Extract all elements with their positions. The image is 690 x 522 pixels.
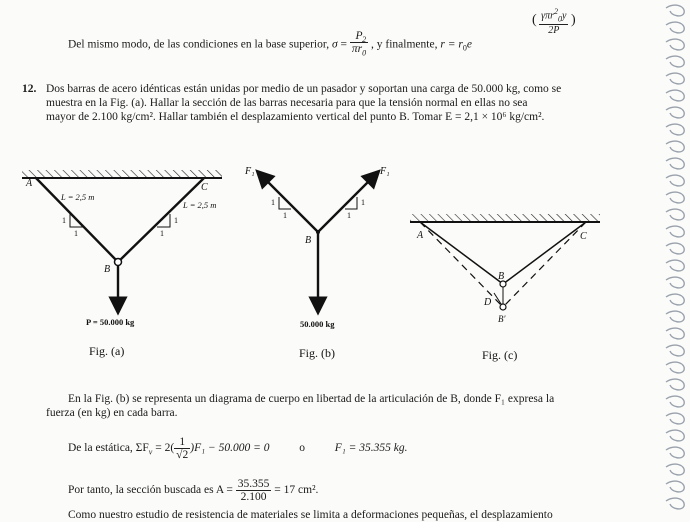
- figure-b: [244, 166, 390, 329]
- problem-number: 12.: [22, 83, 37, 95]
- section-lead: Por tanto, la sección buscada es A =: [68, 484, 233, 497]
- spiral-ring: [666, 226, 684, 237]
- exp-num-sup: 2: [554, 7, 559, 16]
- spiral-ring: [666, 243, 684, 254]
- spiral-ring: [666, 192, 684, 203]
- fig-c-label-d: D: [484, 297, 492, 308]
- spiral-ring: [666, 107, 684, 118]
- fig-c-caption: Fig. (c): [482, 348, 518, 362]
- fig-b-slope-label-2: 1: [283, 211, 287, 220]
- spiral-ring: [666, 124, 684, 135]
- spiral-ring: [666, 447, 684, 458]
- spiral-ring: [666, 5, 684, 16]
- exp-num-tail: y: [562, 10, 567, 22]
- fig-a-slope-label-1: 1: [62, 216, 66, 225]
- spiral-ring: [666, 328, 684, 339]
- fig-b-label-f-right: F₁: [380, 166, 390, 177]
- fig-b-load-label: 50.000 kg: [300, 319, 335, 329]
- statics-equation: [68, 436, 408, 461]
- fig-b-caption: Fig. (b): [299, 346, 335, 360]
- fig-c-label-bp: B': [498, 314, 506, 324]
- spiral-ring: [666, 294, 684, 305]
- spiral-ring: [666, 379, 684, 390]
- intro-line: [68, 30, 472, 59]
- section-fraction: [236, 478, 272, 503]
- fig-a-slope-label-3: 1: [174, 216, 178, 225]
- fig-a-label-c: C: [201, 182, 208, 193]
- section-frac-den: 2.100: [240, 491, 267, 503]
- fig-a-length-right: L = 2,5 m: [183, 200, 217, 210]
- fig-a-label-a: A: [26, 178, 33, 189]
- statics-lead: De la estática, ΣF: [68, 442, 149, 455]
- section-frac-num: 35.355: [237, 478, 270, 490]
- fraction-numerator: P: [350, 30, 368, 43]
- spiral-ring: [666, 311, 684, 322]
- statics-or: o: [299, 442, 305, 455]
- spiral-ring: [666, 498, 684, 509]
- figure-c: [410, 214, 600, 324]
- fig-a-ceiling-hatch: [22, 170, 222, 178]
- solution-partial-line: Como nuestro estudio de resistencia de materiales se limita a deformaciones pequeñas, el desplazamiento: [68, 509, 553, 521]
- stress-fraction: [350, 30, 368, 59]
- fig-b-force-right: [318, 176, 374, 232]
- spiral-ring: [666, 22, 684, 33]
- exp-num-base: γπr: [541, 10, 555, 22]
- problem-line-3: mayor de 2.100 kg/cm². Hallar también el desplazamiento vertical del punto B. Tomar E = 2,1 × 10⁶ kg/cm².: [46, 111, 545, 123]
- fig-c-pin-bp: [500, 304, 506, 310]
- figures-panel: [0, 150, 660, 365]
- fig-a-bar-ab: [36, 178, 118, 262]
- fig-a-caption: Fig. (a): [89, 344, 125, 358]
- spiral-ring: [666, 209, 684, 220]
- intro-text: Del mismo modo, de las condiciones en la base superior,: [68, 38, 330, 51]
- spiral-ring: [666, 39, 684, 50]
- problem-line-1: Dos barras de acero idénticas están unidas por medio de un pasador y soportan una carga de 50.000 kg, como se: [46, 83, 562, 95]
- solution-line-1: En la Fig. (b) se representa un diagrama de cuerpo en libertad de la articulación de B, donde F₁ expresa la: [68, 393, 555, 405]
- r-sub: 0: [462, 43, 467, 53]
- spiral-ring: [666, 141, 684, 152]
- exponent-denominator: 2P: [548, 25, 560, 37]
- fig-a-label-b: B: [104, 264, 111, 275]
- fig-b-label-f-left: F₁: [245, 166, 255, 177]
- spiral-binding: [660, 0, 690, 518]
- statics-result: F₁ = 35.355 kg.: [334, 442, 408, 455]
- fig-c-label-b: B: [498, 271, 505, 282]
- spiral-ring: [666, 396, 684, 407]
- exp-num-sub: 0: [558, 14, 563, 24]
- spiral-ring: [666, 260, 684, 271]
- r-expression: r = r: [440, 38, 463, 51]
- exponent-fraction: ( $\frac{\gamma\pi r^2_0y}{2P}$ ): [532, 7, 576, 37]
- fig-b-joint-b: [316, 230, 320, 234]
- den-base: πr: [351, 43, 363, 55]
- fig-c-bar-ab: [420, 222, 503, 284]
- e-symbol: e: [466, 38, 472, 51]
- statics-fraction: [174, 436, 190, 461]
- spiral-ring: [666, 430, 684, 441]
- section-tail: = 17 cm².: [274, 484, 319, 497]
- equals-sign: =: [340, 38, 348, 51]
- den-sup: 2: [362, 35, 367, 44]
- intro-text-after: , y finalmente,: [371, 38, 438, 51]
- fig-b-slope-label-1: 1: [271, 198, 275, 207]
- spiral-ring: [666, 175, 684, 186]
- spiral-ring: [666, 464, 684, 475]
- exponent-numerator: [539, 6, 568, 25]
- statics-mid: = 2(: [152, 442, 175, 455]
- statics-sub: v: [148, 447, 153, 457]
- problem-line-2: muestra en la Fig. (a). Hallar la sección de las barras necesaria para que la tensión normal en ellas no sea: [46, 97, 528, 109]
- fig-b-slope-label-3: 1: [361, 198, 365, 207]
- spiral-ring: [666, 73, 684, 84]
- figure-a: [22, 170, 222, 327]
- fig-c-deformed-ab: [420, 222, 503, 307]
- spiral-ring: [666, 413, 684, 424]
- fig-a-slope-label-4: 1: [160, 229, 164, 238]
- spiral-ring: [666, 56, 684, 67]
- fig-a-pin-b: [115, 259, 122, 266]
- sigma-symbol: σ: [331, 38, 338, 51]
- fig-b-slope-label-4: 1: [347, 211, 351, 220]
- statics-tail: )F₁ − 50.000 = 0: [190, 442, 270, 455]
- fig-c-label-c: C: [580, 231, 587, 242]
- den-sub: 0: [362, 48, 367, 58]
- solution-line-2: fuerza (en kg) en cada barra.: [46, 407, 178, 419]
- fig-c-label-a: A: [417, 230, 424, 241]
- spiral-ring: [666, 90, 684, 101]
- fig-a-load-label: P = 50.000 kg: [86, 317, 135, 327]
- fig-a-bar-cb: [118, 178, 204, 262]
- spiral-ring: [666, 481, 684, 492]
- spiral-ring: [666, 158, 684, 169]
- spiral-ring: [666, 277, 684, 288]
- fig-c-bar-cb: [503, 222, 586, 284]
- fig-b-label-b: B: [305, 235, 312, 246]
- fig-c-deformed-cb: [503, 222, 586, 307]
- statics-frac-den: √2: [176, 449, 189, 461]
- fig-a-slope-label-2: 1: [74, 229, 78, 238]
- spiral-ring: [666, 345, 684, 356]
- fraction-denominator: [350, 35, 368, 59]
- statics-frac-num: 1: [174, 436, 190, 449]
- fig-c-ceiling-hatch: [410, 214, 600, 222]
- spiral-ring: [666, 362, 684, 373]
- fig-a-length-left: L = 2,5 m: [61, 192, 95, 202]
- section-equation: [68, 478, 318, 503]
